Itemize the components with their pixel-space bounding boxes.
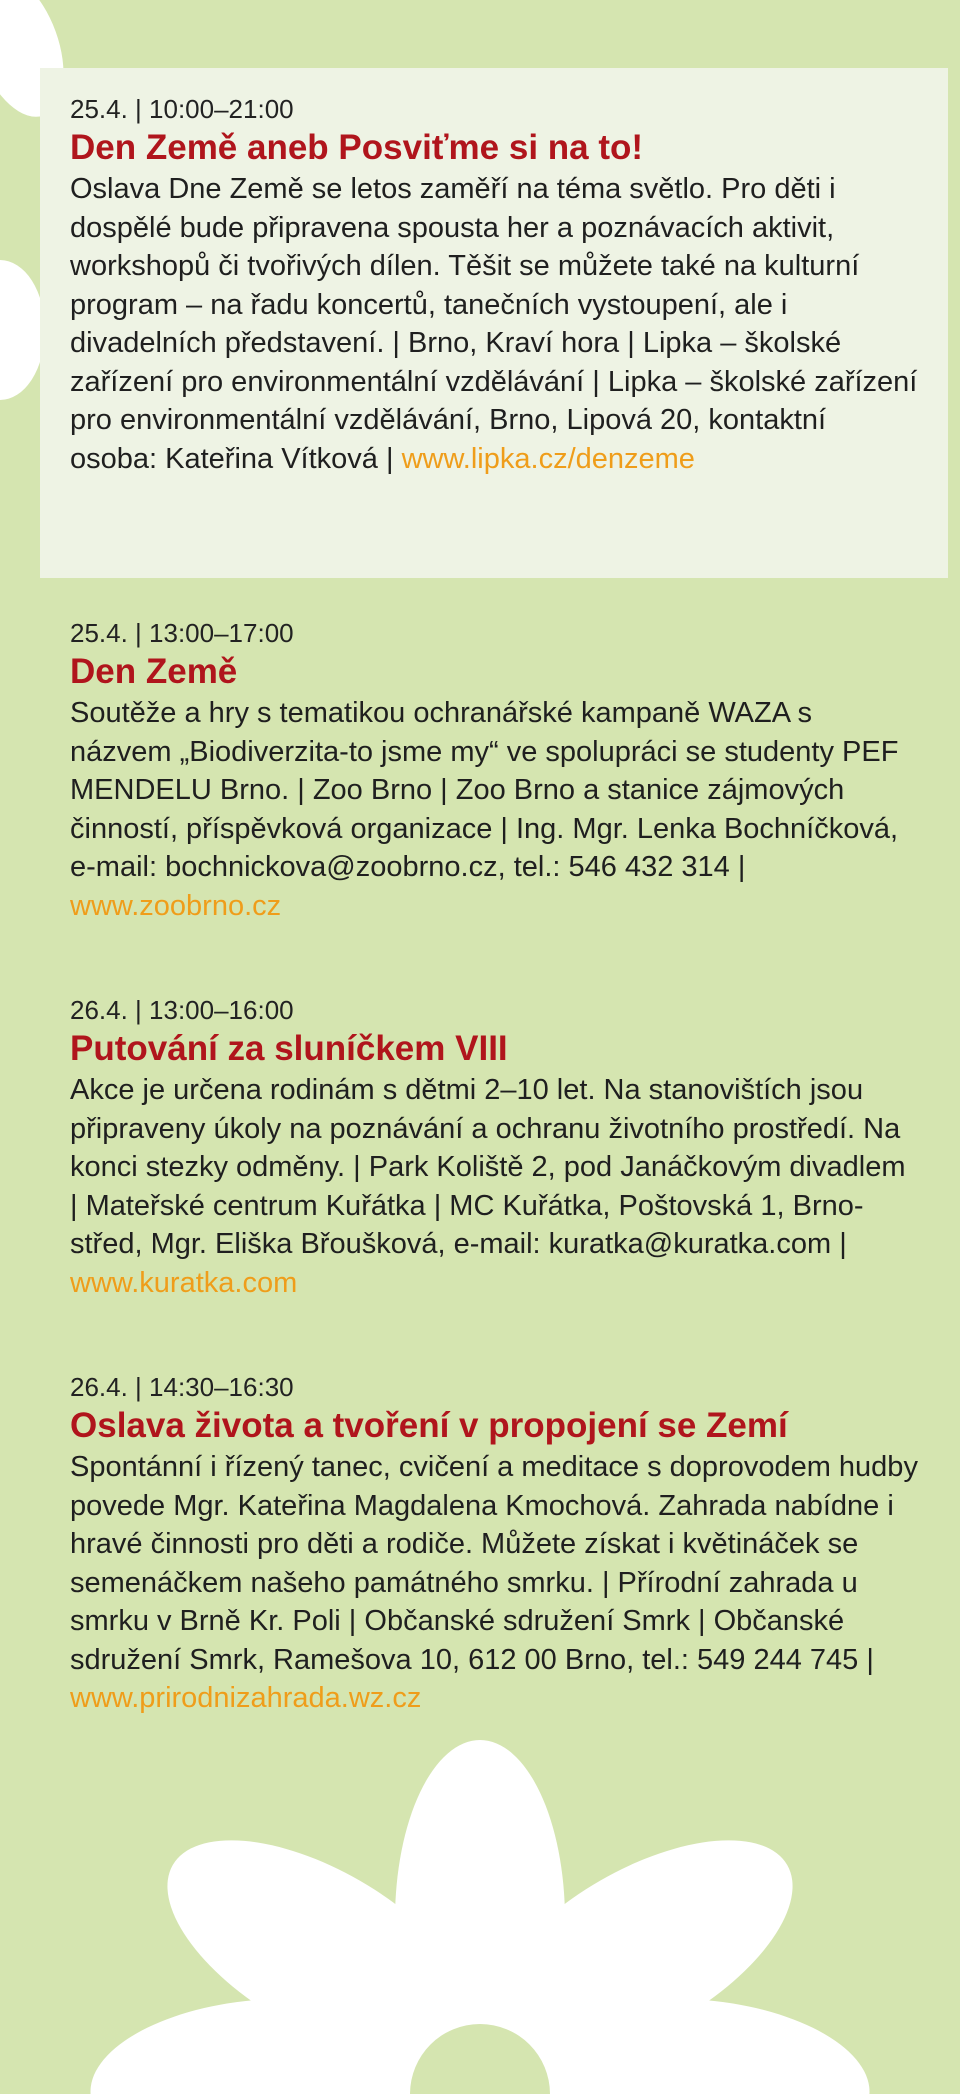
event-1 [70, 92, 920, 478]
event-2 [70, 616, 920, 925]
event-date: 25.4. | 10:00–21:00 [70, 94, 294, 124]
event-link[interactable]: www.lipka.cz/denzeme [401, 442, 695, 475]
event-title: Den Země aneb Posviťme si na to! [70, 128, 644, 167]
event-date: 25.4. | 13:00–17:00 [70, 618, 294, 648]
event-date: 26.4. | 13:00–16:00 [70, 995, 294, 1025]
event-description: Akce je určena rodinám s dětmi 2–10 let. Na stanovištích jsou připraveny úkoly na poznávání a ochranu životního prostředí. Na konci stezky odměny. | Park Koliště 2, pod Janáčkovým divadlem | Mateřské centrum Kuřátka | MC Kuřátka, Poštovská 1, Brno-střed, Mgr. Eliška Břoušková, e-mail: kuratka@kuratka.com | www.kuratka.com [70, 1074, 906, 1299]
event-4 [70, 1370, 920, 1718]
event-3 [70, 993, 920, 1302]
event-title: Den Země [70, 652, 238, 691]
event-description: Soutěže a hry s tematikou ochranářské kampaně WAZA s názvem „Biodiverzita-to jsme my“ ve spolupráci se studenty PEF MENDELU Brno. | Zoo Brno | Zoo Brno a stanice zájmových činností, příspěvková organizace | Ing. Mgr. Lenka Bochníčková, e-mail: bochnickova@zoobrno.cz, tel.: 546 432 314 | www.zoobrno.cz [70, 697, 899, 922]
event-link[interactable]: www.prirodnizahrada.wz.cz [70, 1682, 422, 1714]
event-description: Spontánní i řízený tanec, cvičení a meditace s doprovodem hudby povede Mgr. Kateřina Magdalena Kmochová. Zahrada nabídne i hravé činnosti pro děti a rodiče. Můžete získat i květináček se semenáčkem našeho památného smrku. | Přírodní zahrada u smrku v Brně Kr. Poli | Občanské sdružení Smrk | Občanské sdružení Smrk, Ramešova 10, 612 00 Brno, tel.: 549 244 745 | www.prirodnizahrada.wz.cz [70, 1451, 918, 1714]
event-date: 26.4. | 14:30–16:30 [70, 1372, 294, 1402]
event-link[interactable]: www.zoobrno.cz [70, 889, 282, 922]
event-title: Putování za sluníčkem VIII [70, 1029, 508, 1068]
event-link[interactable]: www.kuratka.com [70, 1266, 298, 1299]
event-title: Oslava života a tvoření v propojení se Zemí [70, 1406, 788, 1445]
event-description: Oslava Dne Země se letos zaměří na téma světlo. Pro děti i dospělé bude připravena spousta her a poznávacích aktivit, workshopů či tvořivých dílen. Těšit se můžete také na kulturní program – na řadu koncertů, tanečních vystoupení, ale i divadelních představení. | Brno, Kraví hora | Lipka – školské zařízení pro environmentální vzdělávání | Lipka – školské zařízení pro environmentální vzdělávání, Brno, Lipová 20, kontaktní osoba: Kateřina Vítková | www.lipka.cz/denzeme [70, 173, 918, 475]
